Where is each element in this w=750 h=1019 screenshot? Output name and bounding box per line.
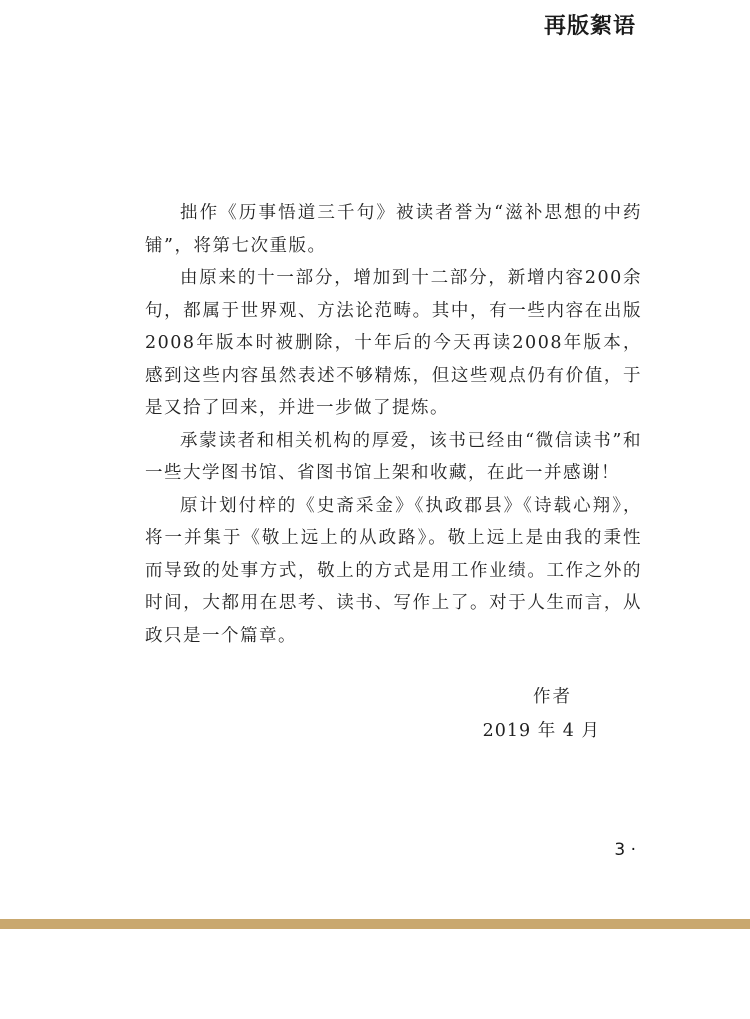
paragraph: 承蒙读者和相关机构的厚爱，该书已经由“微信读书”和一些大学图书馆、省图书馆上架和收藏，在此一并感谢！ xyxy=(145,430,642,483)
running-header-title: 再版絮语 xyxy=(543,14,636,39)
signature-block xyxy=(483,680,600,748)
signature-author: 作者 xyxy=(533,687,572,707)
paragraph: 拙作《历事悟道三千句》被读者誉为“滋补思想的中药铺”，将第七次重版。 xyxy=(145,203,642,256)
paragraph: 由原来的十一部分，增加到十二部分，新增内容200余句，都属于世界观、方法论范畴。其中，有一些内容在出版2008年版本时被删除，十年后的今天再读2008年版本，感到这些内容虽然表述不够精炼，但这些观点仍有价值，于是又拾了回来，并进一步做了提炼。 xyxy=(145,268,642,418)
signature-date: 2019 年 4 月 xyxy=(482,721,600,741)
page-number: 3 · xyxy=(614,840,636,860)
body-text xyxy=(145,197,642,652)
paragraph: 原计划付梓的《史斋采金》《执政郡县》《诗载心翔》，将一并集于《敬上远上的从政路》。敬上远上是由我的秉性而导致的处事方式，敬上的方式是用工作业绩。工作之外的时间，大都用在思考、读书、写作上了。对于人生而言，从政只是一个篇章。 xyxy=(145,495,642,646)
footer-band xyxy=(0,919,750,929)
